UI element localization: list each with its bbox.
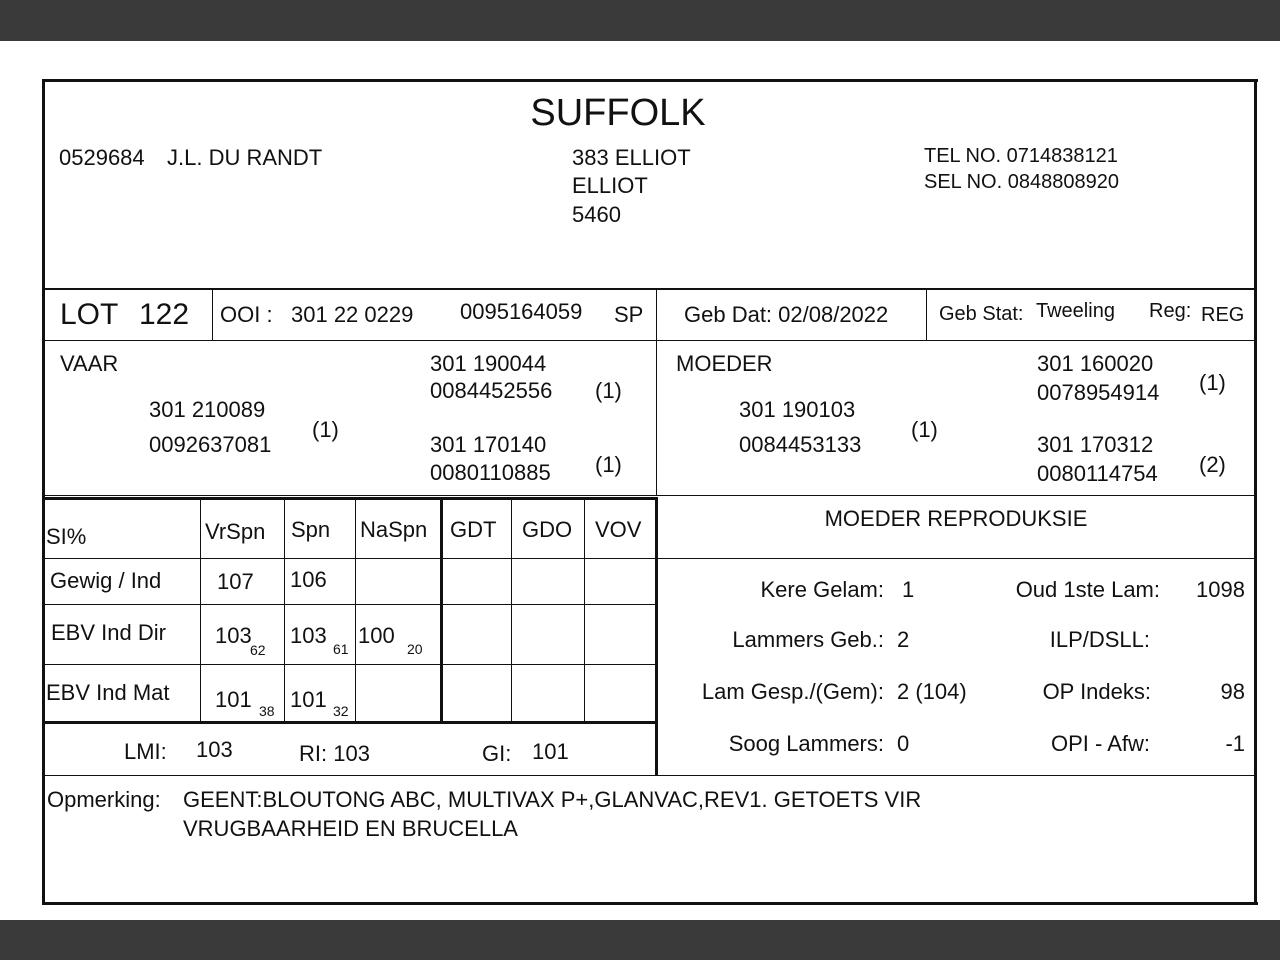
breeder-id: 0529684 xyxy=(59,145,145,170)
vaar-sire-number: 0084452556 xyxy=(430,378,553,403)
moeder-dam-id: 301 170312 xyxy=(1037,432,1154,457)
header-naspn: NaSpn xyxy=(360,517,428,542)
ebv-mat-vrspn: 101 xyxy=(215,687,252,712)
row-label-ebv-mat: EBV Ind Mat xyxy=(46,680,170,705)
header-gdt: GDT xyxy=(450,517,497,542)
gewig-vrspn: 107 xyxy=(217,569,254,594)
breeder-name: J.L. DU RANDT xyxy=(167,145,323,170)
op-indeks-value: 98 xyxy=(1220,679,1245,704)
op-indeks-label: OP Indeks: xyxy=(1042,679,1151,704)
moeder-label: MOEDER xyxy=(676,351,773,376)
lmi-label: LMI: xyxy=(124,739,167,764)
reg-label: Reg: xyxy=(1149,300,1192,322)
lot-label: LOT xyxy=(60,298,119,331)
vaar-dam-mark: (1) xyxy=(595,452,622,477)
ebv-mat-spn-sub: 32 xyxy=(333,703,349,719)
header-gdo: GDO xyxy=(522,517,573,542)
ebv-dir-vrspn: 103 xyxy=(215,623,252,648)
oud-1ste-lam-value: 1098 xyxy=(1196,577,1245,602)
gewig-spn: 106 xyxy=(290,567,327,592)
oud-1ste-lam-label: Oud 1ste Lam: xyxy=(1015,577,1160,602)
remark-line-2: VRUGBAARHEID EN BRUCELLA xyxy=(183,816,518,841)
ebv-dir-naspn: 100 xyxy=(358,623,395,648)
ooi-label: OOI : xyxy=(220,302,273,327)
ebv-mat-vrspn-sub: 38 xyxy=(259,703,275,719)
ooi-suffix: SP xyxy=(614,302,644,327)
address-line-1: 383 ELLIOT xyxy=(572,145,691,170)
address-line-2: ELLIOT xyxy=(572,173,648,198)
moeder-sire-number: 0078954914 xyxy=(1037,380,1160,405)
si-percent-label: SI% xyxy=(46,524,87,549)
ri-value: RI: 103 xyxy=(299,741,370,766)
opi-afw-value: -1 xyxy=(1225,731,1245,756)
ebv-dir-spn: 103 xyxy=(290,623,327,648)
vaar-id: 301 210089 xyxy=(149,397,266,422)
reg-value: REG xyxy=(1201,304,1245,326)
ilp-dsll-label: ILP/DSLL: xyxy=(1049,627,1150,652)
moeder-dam-mark: (2) xyxy=(1199,452,1226,477)
lot-number: 122 xyxy=(139,298,190,331)
row-label-ebv-dir: EBV Ind Dir xyxy=(51,620,166,645)
lam-gesp-label: Lam Gesp./(Gem): xyxy=(701,679,884,704)
lmi-value: 103 xyxy=(196,737,233,762)
moeder-sire-mark: (1) xyxy=(1199,370,1226,395)
ebv-dir-vrspn-sub: 62 xyxy=(250,642,266,658)
moeder-sire-id: 301 160020 xyxy=(1037,351,1154,376)
ooi-number: 0095164059 xyxy=(460,299,583,324)
moeder-dam-number: 0080114754 xyxy=(1037,461,1158,486)
birth-status: Tweeling xyxy=(1036,300,1115,322)
moeder-mark: (1) xyxy=(911,417,938,442)
bottom-bar xyxy=(0,920,1280,960)
address-line-3: 5460 xyxy=(572,202,621,227)
birth-status-label: Geb Stat: xyxy=(939,303,1024,325)
kere-gelam-label: Kere Gelam: xyxy=(760,577,884,602)
tel-number: TEL NO. 0714838121 xyxy=(924,145,1118,167)
lammers-geb-label: Lammers Geb.: xyxy=(732,627,884,652)
sel-number: SEL NO. 0848808920 xyxy=(924,171,1119,193)
vaar-sire-mark: (1) xyxy=(595,378,622,403)
moeder-id: 301 190103 xyxy=(739,397,856,422)
soog-lammers-value: 0 xyxy=(897,731,910,756)
opi-afw-label: OPI - Afw: xyxy=(1050,731,1150,756)
header-spn: Spn xyxy=(291,517,331,542)
ebv-dir-spn-sub: 61 xyxy=(333,641,349,657)
moeder-number: 0084453133 xyxy=(739,432,862,457)
top-bar xyxy=(0,0,1280,41)
ebv-mat-spn: 101 xyxy=(290,687,327,712)
reproduction-title: MOEDER REPRODUKSIE xyxy=(824,506,1088,531)
lam-gesp-value: 2 (104) xyxy=(897,679,967,704)
breed-title: SUFFOLK xyxy=(530,92,706,134)
vaar-mark: (1) xyxy=(312,417,339,442)
gi-label: GI: xyxy=(482,741,512,766)
lammers-geb-value: 2 xyxy=(897,627,910,652)
row-label-gewig: Gewig / Ind xyxy=(50,568,162,593)
vaar-dam-id: 301 170140 xyxy=(430,432,547,457)
vaar-sire-id: 301 190044 xyxy=(430,351,547,376)
kere-gelam-value: 1 xyxy=(902,577,915,602)
vaar-number: 0092637081 xyxy=(149,432,272,457)
vaar-dam-number: 0080110885 xyxy=(430,460,551,485)
remark-label: Opmerking: xyxy=(47,787,161,812)
soog-lammers-label: Soog Lammers: xyxy=(728,731,884,756)
ebv-dir-naspn-sub: 20 xyxy=(407,641,423,657)
header-vrspn: VrSpn xyxy=(205,519,266,544)
ooi-id: 301 22 0229 xyxy=(291,302,414,327)
gi-value: 101 xyxy=(532,739,569,764)
vaar-label: VAAR xyxy=(60,351,119,376)
remark-line-1: GEENT:BLOUTONG ABC, MULTIVAX P+,GLANVAC,REV1. GETOETS VIR xyxy=(183,787,922,812)
birth-date: Geb Dat: 02/08/2022 xyxy=(684,302,889,327)
header-vov: VOV xyxy=(595,517,642,542)
